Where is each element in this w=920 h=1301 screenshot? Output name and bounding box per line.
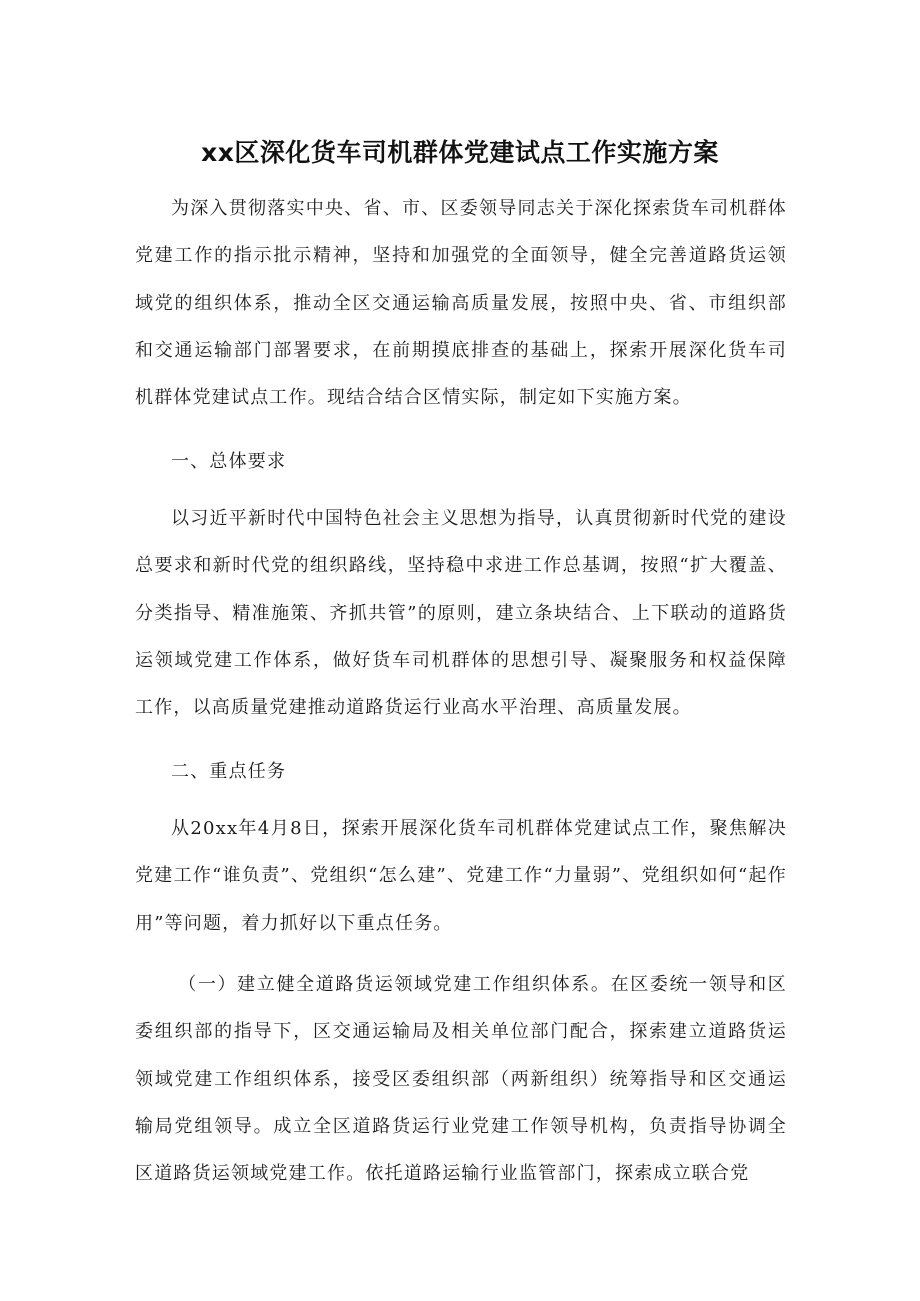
- intro-paragraph: 为深入贯彻落实中央、省、市、区委领导同志关于深化探索货车司机群体党建工作的指示批示精神，坚持和加强党的全面领导，健全完善道路货运领域党的组织体系，推动全区交通运输高质量发展，按照中央、省、市组织部和交通运输部门部署要求，在前期摸底排查的基础上，探索开展深化货车司机群体党建试点工作。现结合结合区情实际，制定如下实施方案。: [135, 198, 787, 409]
- section-heading-key-tasks: 二、重点任务: [171, 761, 287, 782]
- key-task-item-1: （一）建立健全道路货运领域党建工作组织体系。在区委统一领导和区委组织部的指导下，区交通运输局及相关单位部门配合，探索建立道路货运领域党建工作组织体系，接受区委组织部（两新组织）统筹指导和区交通运输局党组领导。成立全区道路货运行业党建工作领导机构，负责指导协调全区道路货运领域党建工作。依托道路运输行业监管部门，探索成立联合党: [135, 974, 787, 1185]
- general-requirements-paragraph: 以习近平新时代中国特色社会主义思想为指导，认真贯彻新时代党的建设总要求和新时代党的组织路线，坚持稳中求进工作总基调，按照“扩大覆盖、分类指导、精准施策、齐抓共管”的原则，建立条块结合、上下联动的道路货运领域党建工作体系，做好货车司机群体的思想引导、凝聚服务和权益保障工作，以高质量党建推动道路货运行业高水平治理、高质量发展。: [135, 508, 787, 719]
- key-tasks-paragraph: 从20xx年4月8日，探索开展深化货车司机群体党建试点工作，聚焦解决党建工作“谁负责”、党组织“怎么建”、党建工作“力量弱”、党组织如何“起作用”等问题，着力抓好以下重点任务。: [135, 818, 787, 934]
- document-title: xx区深化货车司机群体党建试点工作实施方案: [201, 138, 719, 167]
- section-heading-general-requirements: 一、总体要求: [171, 451, 287, 472]
